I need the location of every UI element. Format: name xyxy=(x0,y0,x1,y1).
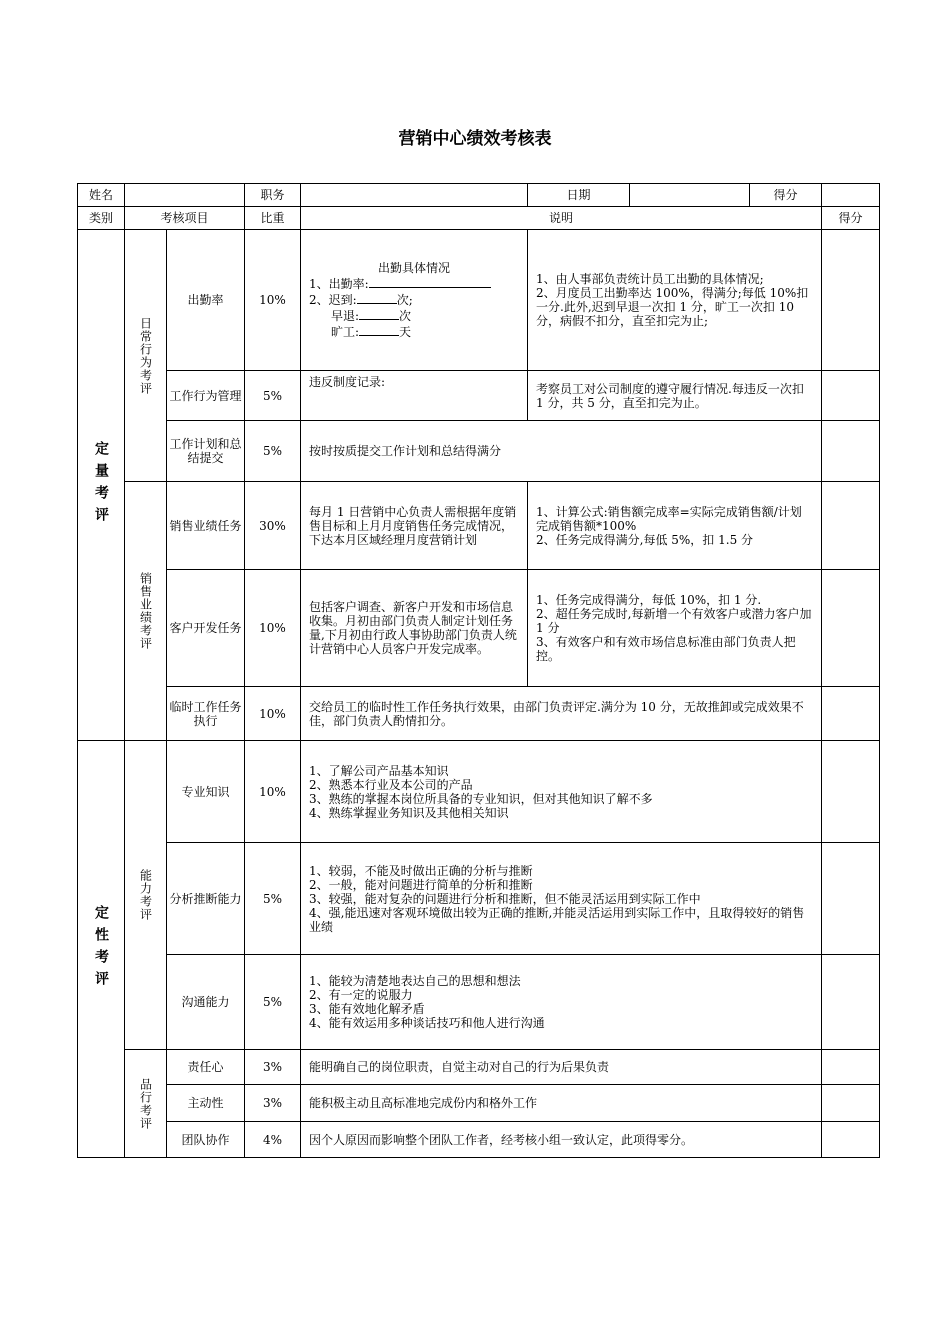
communication-weight: 5% xyxy=(245,955,301,1050)
date-label: 日期 xyxy=(528,184,630,207)
weight-header: 比重 xyxy=(245,207,301,230)
teamwork-weight: 4% xyxy=(245,1122,301,1158)
absent-label: 旷工: xyxy=(331,325,360,339)
ability-group xyxy=(125,741,167,1050)
conduct-weight: 5% xyxy=(245,371,301,421)
desc-header: 说明 xyxy=(301,207,822,230)
teamwork-score[interactable] xyxy=(822,1122,880,1158)
client-score[interactable] xyxy=(822,570,880,687)
late-blank[interactable] xyxy=(357,291,397,304)
teamwork-desc: 因个人原因而影响整个团队工作者，经考核小组一致认定，此项得零分。 xyxy=(301,1122,822,1158)
daily-group-label: 日常行为考评 xyxy=(138,316,153,395)
responsibility-item: 责任心 xyxy=(167,1050,245,1085)
character-group-label: 品行考评 xyxy=(138,1077,153,1130)
conduct-rules: 考察员工对公司制度的遵守履行情况.每违反一次扣 1 分，共 5 分，直至扣完为止。 xyxy=(528,371,822,421)
communication-score[interactable] xyxy=(822,955,880,1050)
character-group xyxy=(125,1050,167,1158)
attendance-rate-label: 1、出勤率: xyxy=(309,277,369,291)
date-field[interactable] xyxy=(630,184,750,207)
client-process: 包括客户调查、新客户开发和市场信息收集。月初由部门负责人制定计划任务量,下月初由行政人事协助部门负责人统计营销中心人员客户开发完成率。 xyxy=(301,570,528,687)
attendance-score[interactable] xyxy=(822,230,880,371)
qual-category xyxy=(78,741,125,1158)
attendance-item: 出勤率 xyxy=(167,230,245,371)
temp-weight: 10% xyxy=(245,687,301,741)
page-title: 营销中心绩效考核表 xyxy=(398,129,552,149)
sales-process: 每月 1 日营销中心负责人需根据年度销售目标和上月月度销售任务完成情况，下达本月区域经理月度营销计划 xyxy=(301,482,528,570)
knowledge-weight: 10% xyxy=(245,741,301,843)
knowledge-desc: 1、了解公司产品基本知识 2、熟悉本行业及本公司的产品 3、熟练的掌握本岗位所具备的专业知识，但对其他知识了解不多 4、熟练掌握业务知识及其他相关知识 xyxy=(301,741,822,843)
category-header: 类别 xyxy=(78,207,125,230)
ability-group-label: 能力考评 xyxy=(138,869,153,921)
analysis-weight: 5% xyxy=(245,843,301,955)
name-label: 姓名 xyxy=(78,184,125,207)
quant-category xyxy=(78,230,125,741)
initiative-score[interactable] xyxy=(822,1085,880,1122)
plan-score[interactable] xyxy=(822,421,880,482)
sales-rules: 1、计算公式:销售额完成率=实际完成销售额/计划完成销售额*100% 2、任务完成得满分,每低 5%，扣 1.5 分 xyxy=(528,482,822,570)
conduct-item: 工作行为管理 xyxy=(167,371,245,421)
attendance-record xyxy=(301,230,528,371)
analysis-score[interactable] xyxy=(822,843,880,955)
analysis-item: 分析推断能力 xyxy=(167,843,245,955)
plan-desc: 按时按质提交工作计划和总结得满分 xyxy=(301,421,822,482)
temp-score[interactable] xyxy=(822,687,880,741)
position-label: 职务 xyxy=(245,184,301,207)
total-score-field[interactable] xyxy=(822,184,880,207)
attendance-weight: 10% xyxy=(245,230,301,371)
initiative-desc: 能积极主动且高标准地完成份内和格外工作 xyxy=(301,1085,822,1122)
knowledge-item: 专业知识 xyxy=(167,741,245,843)
client-rules: 1、任务完成得满分，每低 10%，扣 1 分. 2、超任务完成时,每新增一个有效客户或潜力客户加 1 分 3、有效客户和有效市场信息标准由部门负责人把控。 xyxy=(528,570,822,687)
late-label: 2、迟到: xyxy=(309,293,357,307)
sales-group-label: 销售业绩考评 xyxy=(138,572,153,650)
knowledge-score[interactable] xyxy=(822,741,880,843)
sales-group xyxy=(125,482,167,741)
conduct-score[interactable] xyxy=(822,371,880,421)
client-item: 客户开发任务 xyxy=(167,570,245,687)
quant-category-label: 定量考评 xyxy=(93,441,109,529)
total-score-label: 得分 xyxy=(750,184,822,207)
item-header: 考核项目 xyxy=(125,207,245,230)
sales-score[interactable] xyxy=(822,482,880,570)
position-field[interactable] xyxy=(301,184,528,207)
daily-group xyxy=(125,230,167,482)
evaluation-table xyxy=(77,183,880,1158)
absent-blank[interactable] xyxy=(359,323,399,336)
early-unit: 次 xyxy=(399,309,412,323)
absent-unit: 天 xyxy=(399,325,412,339)
communication-item: 沟通能力 xyxy=(167,955,245,1050)
attendance-rate-blank[interactable] xyxy=(369,275,491,288)
plan-weight: 5% xyxy=(245,421,301,482)
late-unit: 次; xyxy=(396,293,413,307)
name-field[interactable] xyxy=(125,184,245,207)
attendance-rules: 1、由人事部负责统计员工出勤的具体情况; 2、月度员工出勤率达 100%，得满分;每低 10%扣一分.此外,迟到早退一次扣 1 分，旷工一次扣 10 分，病假不扣分，直至扣完为止; xyxy=(528,230,822,371)
early-blank[interactable] xyxy=(359,307,399,320)
client-weight: 10% xyxy=(245,570,301,687)
responsibility-score[interactable] xyxy=(822,1050,880,1085)
plan-item: 工作计划和总结提交 xyxy=(167,421,245,482)
sales-weight: 30% xyxy=(245,482,301,570)
initiative-weight: 3% xyxy=(245,1085,301,1122)
teamwork-item: 团队协作 xyxy=(167,1122,245,1158)
temp-item: 临时工作任务执行 xyxy=(167,687,245,741)
communication-desc: 1、能较为清楚地表达自己的思想和想法 2、有一定的说服力 3、能有效地化解矛盾 4、能有效运用多种谈话技巧和他人进行沟通 xyxy=(301,955,822,1050)
responsibility-weight: 3% xyxy=(245,1050,301,1085)
initiative-item: 主动性 xyxy=(167,1085,245,1122)
conduct-record: 违反制度记录: xyxy=(301,371,528,421)
responsibility-desc: 能明确自己的岗位职责，自觉主动对自己的行为后果负责 xyxy=(301,1050,822,1085)
analysis-desc: 1、较弱，不能及时做出正确的分析与推断 2、一般，能对问题进行简单的分析和推断 3、较强，能对复杂的问题进行分析和推断，但不能灵活运用到实际工作中 4、强,能迅速对客观环境做出较为正确的推断,并能灵活运用到实际工作中，且取得较好的销售业绩 xyxy=(301,843,822,955)
sales-item: 销售业绩任务 xyxy=(167,482,245,570)
qual-category-label: 定性考评 xyxy=(93,905,109,993)
score-header: 得分 xyxy=(822,207,880,230)
early-label: 早退: xyxy=(331,309,360,323)
attendance-record-title: 出勤具体情况 xyxy=(377,261,450,275)
temp-desc: 交给员工的临时性工作任务执行效果，由部门负责评定.满分为 10 分，无故推卸或完成效果不佳，部门负责人酌情扣分。 xyxy=(301,687,822,741)
